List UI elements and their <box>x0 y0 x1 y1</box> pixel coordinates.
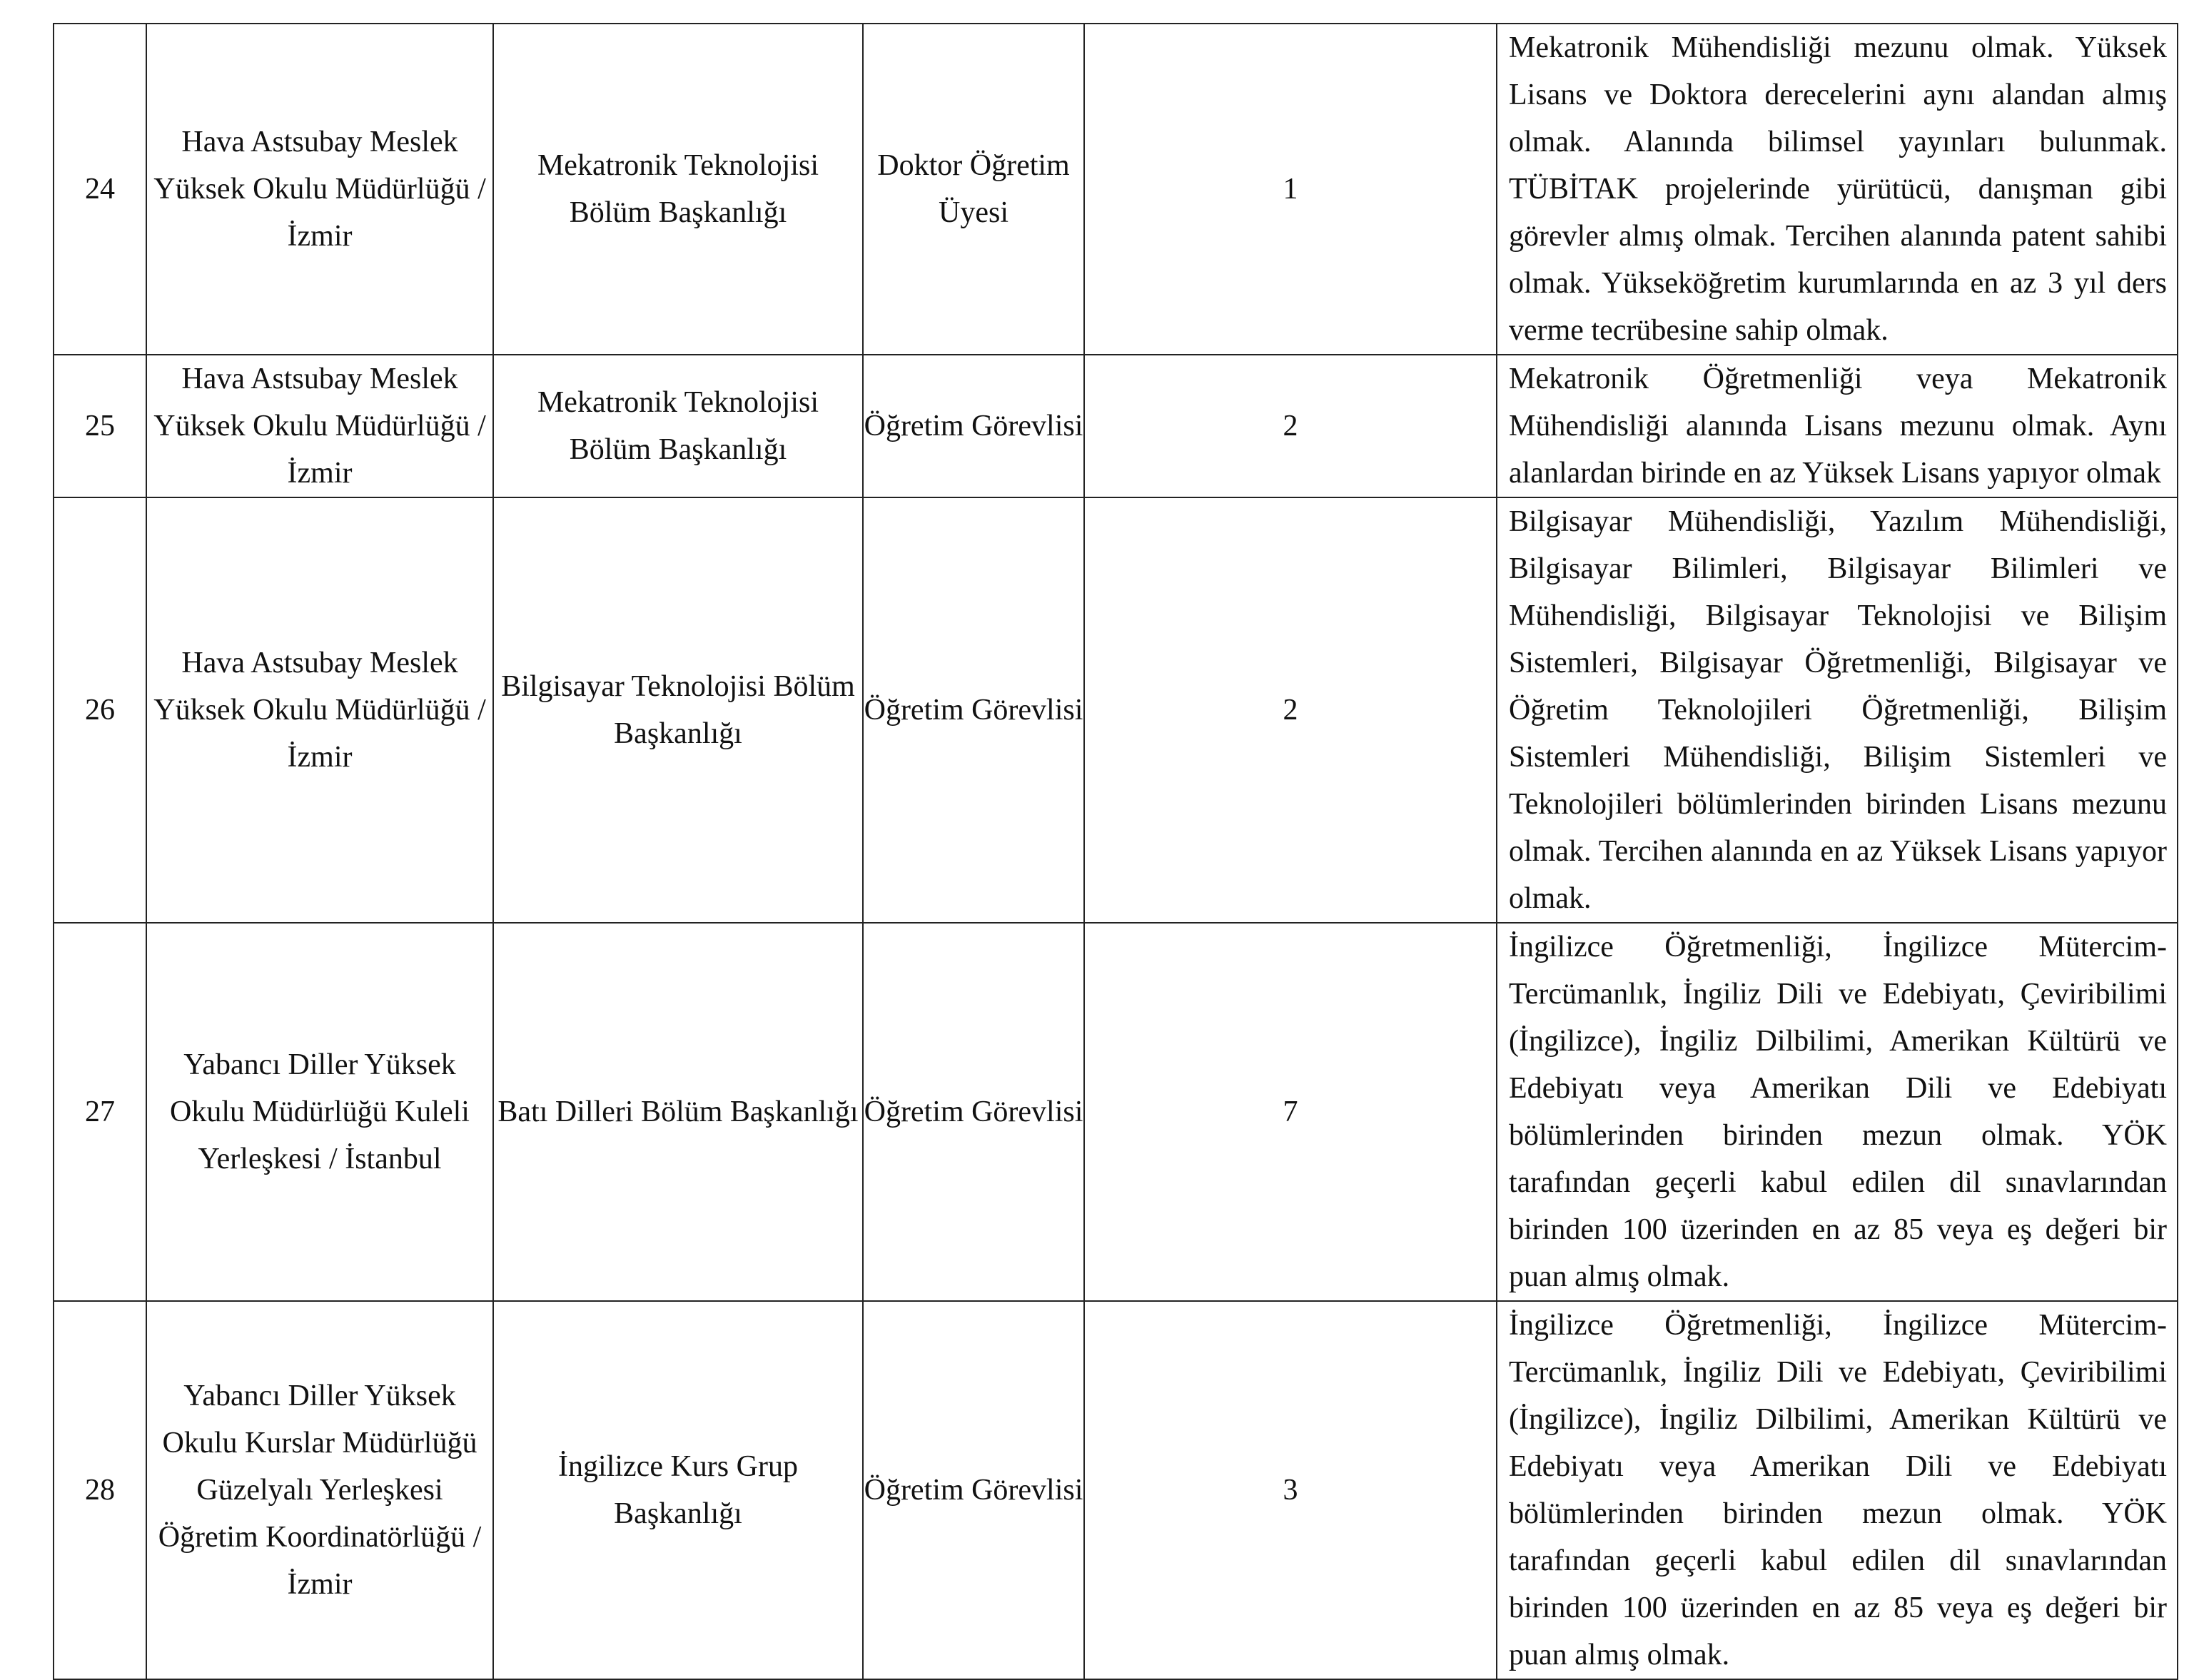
count-cell: 2 <box>1084 497 1497 923</box>
positions-table <box>53 23 2178 1680</box>
count-cell: 2 <box>1084 355 1497 497</box>
table-row <box>54 24 2178 355</box>
department-cell: Mekatronik Teknolojisi Bölüm Başkanlığı <box>493 24 863 355</box>
requirements-cell: Mekatronik Öğretmenliği veya Mekatronik Mühendisliği alanında Lisans mezunu olmak. Aynı alanlardan birinde en az Yüksek Lisans yapıyor olmak <box>1497 355 2178 497</box>
requirements-cell: İngilizce Öğretmenliği, İngilizce Mütercim-Tercümanlık, İngiliz Dili ve Edebiyatı, Çeviribilimi (İngilizce), İngiliz Dilbilimi, Amerikan Kültürü ve Edebiyatı veya Amerikan Dili ve Edebiyatı bölümlerinden birinden mezun olmak. YÖK tarafından geçerli kabul edilen dil sınavlarından birinden 100 üzerinden en az 85 veya eş değeri bir puan almış olmak. <box>1497 923 2178 1301</box>
row-number-cell: 28 <box>54 1301 146 1679</box>
row-number-cell: 26 <box>54 497 146 923</box>
count-cell: 1 <box>1084 24 1497 355</box>
row-number-cell: 24 <box>54 24 146 355</box>
unit-cell: Yabancı Diller Yüksek Okulu Kurslar Müdürlüğü Güzelyalı Yerleşkesi Öğretim Koordinatörlüğü / İzmir <box>146 1301 493 1679</box>
table-row <box>54 1301 2178 1679</box>
requirements-cell: Bilgisayar Mühendisliği, Yazılım Mühendisliği, Bilgisayar Bilimleri, Bilgisayar Bilimleri ve Mühendisliği, Bilgisayar Teknolojisi ve Bilişim Sistemleri, Bilgisayar Öğretmenliği, Bilgisayar ve Öğretim Teknolojileri Öğretmenliği, Bilişim Sistemleri Mühendisliği, Bilişim Sistemleri ve Teknolojileri bölümlerinden birinden Lisans mezunu olmak. Tercihen alanında en az Yüksek Lisans yapıyor olmak. <box>1497 497 2178 923</box>
department-cell: İngilizce Kurs Grup Başkanlığı <box>493 1301 863 1679</box>
title-cell: Doktor Öğretim Üyesi <box>863 24 1084 355</box>
unit-cell: Hava Astsubay Meslek Yüksek Okulu Müdürlüğü / İzmir <box>146 24 493 355</box>
title-cell: Öğretim Görevlisi <box>863 355 1084 497</box>
department-cell: Mekatronik Teknolojisi Bölüm Başkanlığı <box>493 355 863 497</box>
title-cell: Öğretim Görevlisi <box>863 497 1084 923</box>
count-cell: 3 <box>1084 1301 1497 1679</box>
unit-cell: Hava Astsubay Meslek Yüksek Okulu Müdürlüğü / İzmir <box>146 355 493 497</box>
unit-cell: Hava Astsubay Meslek Yüksek Okulu Müdürlüğü / İzmir <box>146 497 493 923</box>
table-row <box>54 923 2178 1301</box>
row-number-cell: 27 <box>54 923 146 1301</box>
department-cell: Batı Dilleri Bölüm Başkanlığı <box>493 923 863 1301</box>
requirements-cell: Mekatronik Mühendisliği mezunu olmak. Yüksek Lisans ve Doktora derecelerini aynı alandan almış olmak. Alanında bilimsel yayınları bulunmak. TÜBİTAK projelerinde yürütücü, danışman gibi görevler almış olmak. Tercihen alanında patent sahibi olmak. Yükseköğretim kurumlarında en az 3 yıl ders verme tecrübesine sahip olmak. <box>1497 24 2178 355</box>
table-row <box>54 355 2178 497</box>
title-cell: Öğretim Görevlisi <box>863 1301 1084 1679</box>
department-cell: Bilgisayar Teknolojisi Bölüm Başkanlığı <box>493 497 863 923</box>
requirements-cell: İngilizce Öğretmenliği, İngilizce Mütercim-Tercümanlık, İngiliz Dili ve Edebiyatı, Çeviribilimi (İngilizce), İngiliz Dilbilimi, Amerikan Kültürü ve Edebiyatı veya Amerikan Dili ve Edebiyatı bölümlerinden birinden mezun olmak. YÖK tarafından geçerli kabul edilen dil sınavlarından birinden 100 üzerinden en az 85 veya eş değeri bir puan almış olmak. <box>1497 1301 2178 1679</box>
row-number-cell: 25 <box>54 355 146 497</box>
title-cell: Öğretim Görevlisi <box>863 923 1084 1301</box>
table-row <box>54 497 2178 923</box>
unit-cell: Yabancı Diller Yüksek Okulu Müdürlüğü Kuleli Yerleşkesi / İstanbul <box>146 923 493 1301</box>
count-cell: 7 <box>1084 923 1497 1301</box>
